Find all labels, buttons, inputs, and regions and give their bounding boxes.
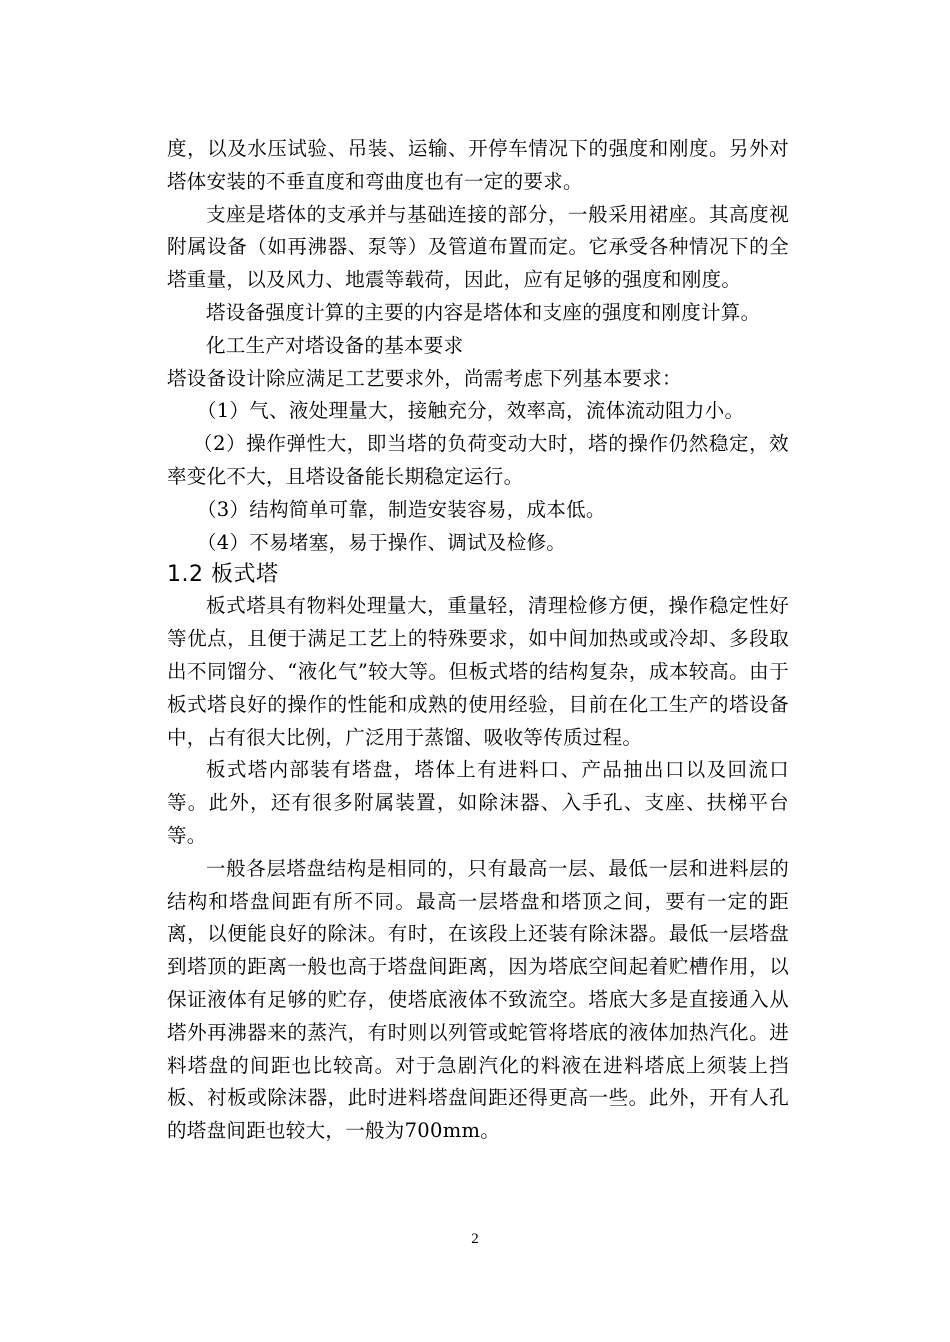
paragraph-strength-calc: 塔设备强度计算的主要的内容是塔体和支座的强度和刚度计算。 xyxy=(206,300,761,324)
paragraph-tray-spacing: 一般各层塔盘结构是相同的，只有最高一层、最低一层和进料层的结构和塔盘间距有所不同。最高一层塔盘和塔顶之间，要有一定的距离，以便能良好的除沫。有时，在该段上还装有除沫器。最低一层塔盘到塔顶的距离一般也高于塔盘间距离，因为塔底空间起着贮槽作用，以保证液体有足够的贮存，使塔底液体不致流空。塔底大多是直接通入从塔外再沸器来的蒸汽，有时则以列管或蛇管将塔底的液体加热汽化。进料塔盘的间距也比较高。对于急剧汽化的料液在进料塔底上须装上挡板、衬板或除沫器，此时进料塔盘间距还得更高一些。此外，开有人孔的塔盘间距也较大，一般为700mm。 xyxy=(167,856,789,1143)
paragraph-requirements-intro: 塔设备设计除应满足工艺要求外，尚需考虑下列基本要求： xyxy=(167,366,682,390)
requirement-item-3: （3）结构简单可靠，制造安装容易，成本低。 xyxy=(197,497,606,521)
paragraph-continued: 度，以及水压试验、吊装、运输、开停车情况下的强度和刚度。另外对塔体安装的不垂直度和弯曲度也有一定的要求。 xyxy=(167,137,789,193)
paragraph-support: 支座是塔体的支承并与基础连接的部分，一般采用裙座。其高度视附属设备（如再沸器、泵等）及管道布置而定。它承受各种情况下的全塔重量，以及风力、地震等载荷，因此，应有足够的强度和刚度。 xyxy=(167,202,789,292)
requirement-item-4: （4）不易堵塞，易于操作、调试及检修。 xyxy=(197,530,567,554)
page-number: 2 xyxy=(471,1231,479,1247)
section-heading: 1.2 板式塔 xyxy=(167,562,279,588)
paragraph-plate-tower-advantages: 板式塔具有物料处理量大，重量轻，清理检修方便，操作稳定性好等优点，且便于满足工艺上的特殊要求，如中间加热或或冷却、多段取出不同馏分、“液化气”较大等。但板式塔的结构复杂，成本较高。由于板式塔良好的操作的性能和成熟的使用经验，目前在化工生产的塔设备中，占有很大比例，广泛用于蒸馏、吸收等传质过程。 xyxy=(167,594,789,749)
requirement-item-2: （2）操作弹性大，即当塔的负荷变动大时，塔的操作仍然稳定，效率变化不大，且塔设备能长期稳定运行。 xyxy=(167,432,789,488)
requirement-item-1: （1）气、液处理量大，接触充分，效率高，流体流动阻力小。 xyxy=(197,399,745,423)
page-body xyxy=(167,133,789,1148)
paragraph-plate-tower-internals: 板式塔内部装有塔盘，塔体上有进料口、产品抽出口以及回流口等。此外，还有很多附属装置，如除沫器、入手孔、支座、扶梯平台等。 xyxy=(167,758,789,847)
subheading-basic-requirements: 化工生产对塔设备的基本要求 xyxy=(206,333,464,357)
